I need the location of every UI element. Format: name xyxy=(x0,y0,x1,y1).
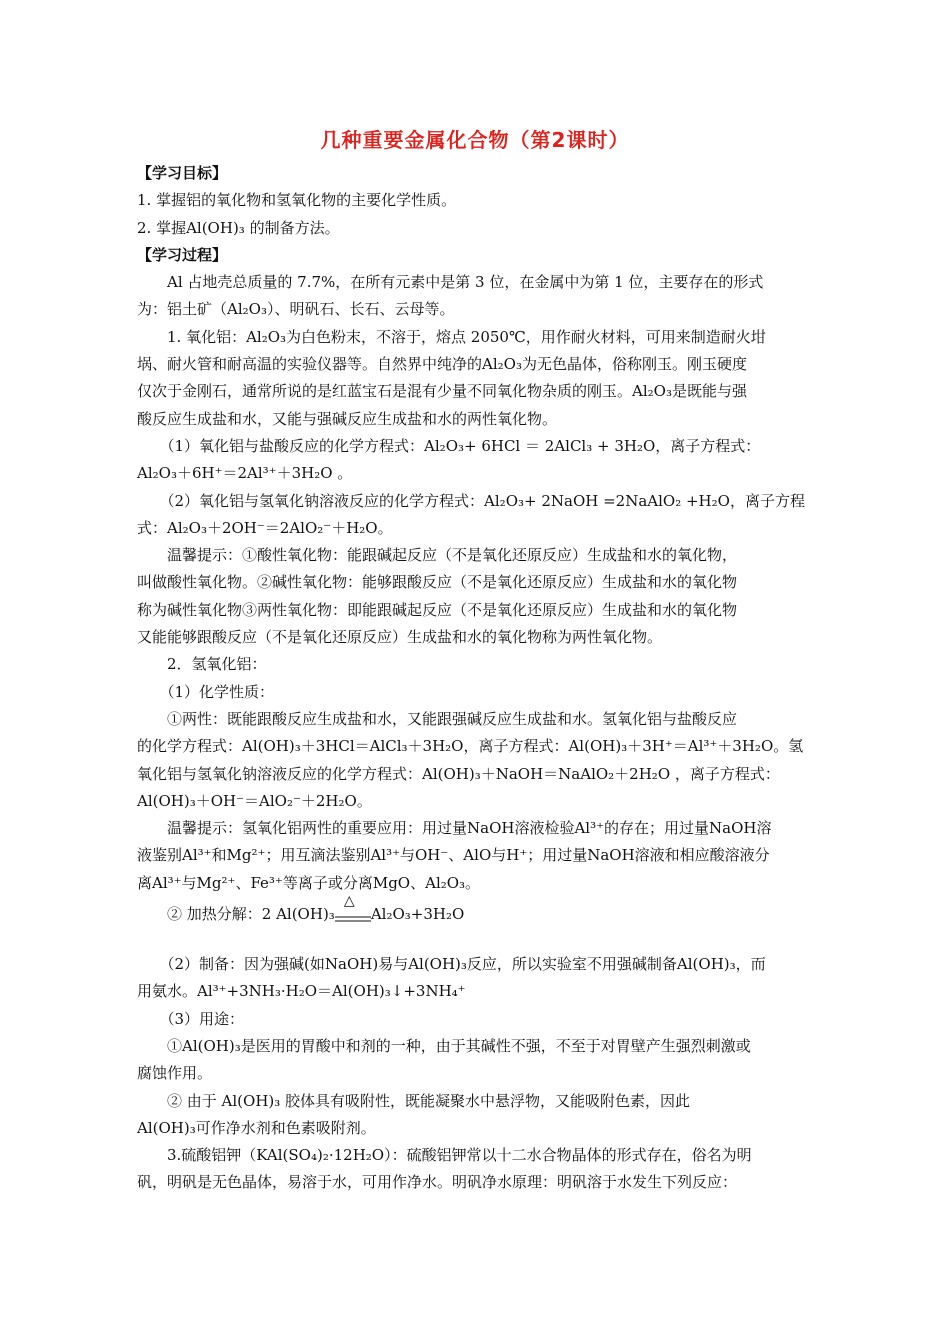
equation-suffix: Al₂O₃+3H₂O xyxy=(370,905,465,924)
double-line-icon xyxy=(335,915,371,925)
text-line: 1. 氧化铝：Al₂O₃为白色粉末，不溶于，熔点 2050℃，用作耐火材料，可用来制造耐火坩 xyxy=(137,327,766,346)
text-line: 氧化铝与氢氧化钠溶液反应的化学方程式：Al(OH)₃＋NaOH＝NaAlO₂＋2H₂O ，离子方程式： xyxy=(137,764,780,783)
heat-decomposition-equation xyxy=(137,893,817,931)
text-line: 2. 掌握Al(OH)₃ 的制备方法。 xyxy=(137,218,340,237)
text-line: Al(OH)₃＋OH⁻＝AlO₂⁻＋2H₂O。 xyxy=(137,791,372,810)
section-heading-objectives: 【学习目标】 xyxy=(137,164,228,182)
text-line: 2．氢氧化铝： xyxy=(137,655,267,674)
text-line: （2）氧化铝与氢氧化钠溶液反应的化学方程式：Al₂O₃+ 2NaOH =2NaAlO₂ +H₂O，离子方程 xyxy=(137,491,805,510)
heating-condition-arrow xyxy=(335,893,371,929)
equation-prefix: ② 加热分解：2 Al(OH)₃ xyxy=(137,905,335,924)
text-line: 又能能够跟酸反应（不是氧化还原反应）生成盐和水的氧化物称为两性氧化物。 xyxy=(137,628,663,647)
text-line: （1）氧化铝与盐酸反应的化学方程式：Al₂O₃+ 6HCl ＝ 2AlCl₃ + 3H₂O，离子方程式： xyxy=(137,436,761,455)
text-line: 液鉴别Al³⁺和Mg²⁺；用互滴法鉴别Al³⁺与OH⁻、AlO与H⁺；用过量NaOH溶液和相应酸溶液分 xyxy=(137,846,770,865)
text-line: 温馨提示：氢氧化铝两性的重要应用：用过量NaOH溶液检验Al³⁺的存在；用过量NaOH溶 xyxy=(137,819,772,838)
text-line: （1）化学性质： xyxy=(137,682,275,701)
text-line: 温馨提示：①酸性氧化物：能跟碱起反应（不是氧化还原反应）生成盐和水的氧化物， xyxy=(137,546,738,565)
text-line: Al 占地壳总质量的 7.7%，在所有元素中是第 3 位，在金属中为第 1 位，主要存在的形式 xyxy=(137,273,764,292)
text-line: 腐蚀作用。 xyxy=(137,1064,213,1083)
page-title: 几种重要金属化合物（第2课时） xyxy=(320,128,630,152)
text-line: 的化学方程式：Al(OH)₃＋3HCl＝AlCl₃＋3H₂O，离子方程式：Al(OH)₃＋3H⁺＝Al³⁺＋3H₂O。氢 xyxy=(137,737,804,756)
text-line: 仅次于金刚石，通常所说的是红蓝宝石是混有少量不同氧化物杂质的刚玉。Al₂O₃是既能与强 xyxy=(137,382,747,401)
text-line: 叫做酸性氧化物。②碱性氧化物：能够跟酸反应（不是氧化还原反应）生成盐和水的氧化物 xyxy=(137,573,738,592)
text-line: 称为碱性氧化物③两性氧化物：即能跟碱起反应（不是氧化还原反应）生成盐和水的氧化物 xyxy=(137,600,738,619)
text-line: 离Al³⁺与Mg²⁺、Fe³⁺等离子或分离MgO、Al₂O₃。 xyxy=(137,873,481,892)
text-line: 1. 掌握铝的氧化物和氢氧化物的主要化学性质。 xyxy=(137,191,457,210)
text-line: 酸反应生成盐和水，又能与强碱反应生成盐和水的两性氧化物。 xyxy=(137,409,558,428)
text-line: （3）用途： xyxy=(137,1009,245,1028)
text-line: Al₂O₃＋6H⁺＝2Al³⁺＋3H₂O 。 xyxy=(137,464,353,483)
text-line: 矾，明矾是无色晶体，易溶于水，可用作净水。明矾净水原理：明矾溶于水发生下列反应： xyxy=(137,1173,738,1192)
text-line: Al(OH)₃可作净水剂和色素吸附剂。 xyxy=(137,1118,376,1137)
document-body xyxy=(137,160,817,1197)
text-line: 为：铝土矿（Al₂O₃）、明矾石、长石、云母等。 xyxy=(137,300,455,319)
text-line: ①Al(OH)₃是医用的胃酸中和剂的一种，由于其碱性不强，不至于对胃壁产生强烈刺激或 xyxy=(137,1036,751,1055)
section-heading-process: 【学习过程】 xyxy=(137,245,228,264)
text-line: 式：Al₂O₃＋2OH⁻＝2AlO₂⁻＋H₂O。 xyxy=(137,518,393,537)
text-line: 3.硫酸铝钾（KAl(SO₄)₂·12H₂O）：硫酸铝钾常以十二水合物晶体的形式存在，俗名为明 xyxy=(137,1146,752,1165)
text-line: ①两性：既能跟酸反应生成盐和水，又能跟强碱反应生成盐和水。氢氧化铝与盐酸反应 xyxy=(137,709,738,728)
text-line: 用氨水。Al³⁺+3NH₃·H₂O＝Al(OH)₃↓+3NH₄⁺ xyxy=(137,982,466,1001)
text-line: 埚、耐火管和耐高温的实验仪器等。自然界中纯净的Al₂O₃为无色晶体，俗称刚玉。刚玉硬度 xyxy=(137,355,747,374)
text-line: （2）制备：因为强碱(如NaOH)易与Al(OH)₃反应，所以实验室不用强碱制备Al(OH)₃，而 xyxy=(137,955,766,974)
text-line: ② 由于 Al(OH)₃ 胶体具有吸附性，既能凝聚水中悬浮物，又能吸附色素，因此 xyxy=(137,1091,691,1110)
triangle-icon: △ xyxy=(343,893,355,910)
